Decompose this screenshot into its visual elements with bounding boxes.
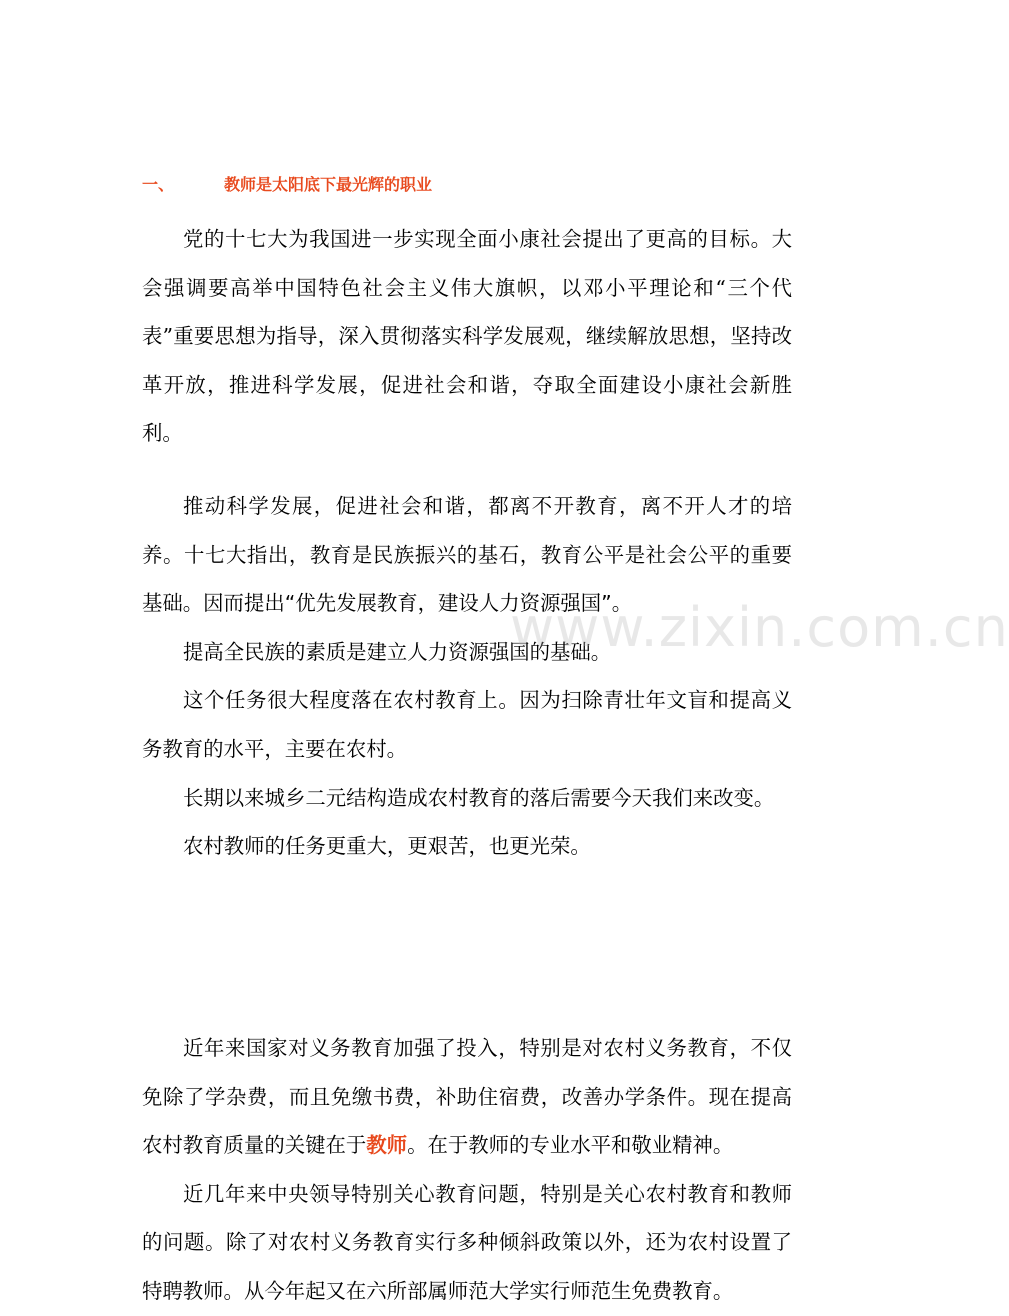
paragraph-central-leadership: 近几年来中央领导特别关心教育问题，特别是关心农村教育和教师的问题。除了对农村义务教育实行多种倾斜政策以外，还为农村设置了特聘教师。从今年起又在六所部属师范大学实行师范生免费教育。 [142, 1181, 792, 1303]
heading-title: 教师是太阳底下最光辉的职业 [224, 175, 433, 194]
section3-body [142, 1024, 792, 1316]
paragraph-rural-task: 这个任务很大程度落在农村教育上。因为扫除青壮年文盲和提高义务教育的水平，主要在农村。 [142, 688, 792, 761]
section1-body [142, 215, 792, 458]
heading-number: 一、 [142, 175, 175, 194]
paragraph-science-development: 推动科学发展，促进社会和谐，都离不开教育，离不开人才的培养。十七大指出，教育是民族振兴的基石，教育公平是社会公平的重要基础。因而提出“优先发展教育，建设人力资源强国”。 [142, 494, 792, 616]
paragraph-party-congress: 党的十七大为我国进一步实现全面小康社会提出了更高的目标。大会强调要高举中国特色社会主义伟大旗帜，以邓小平理论和“三个代表”重要思想为指导，深入贯彻落实科学发展观，继续解放思想，坚持改革开放，推进科学发展，促进社会和谐，夺取全面建设小康社会新胜利。 [142, 227, 792, 446]
highlight-teacher: 教师 [366, 1133, 408, 1158]
paragraph-urban-rural: 长期以来城乡二元结构造成农村教育的落后需要今天我们来改变。 [183, 785, 775, 810]
investment-text-after: 。在于教师的专业水平和敬业精神。 [407, 1133, 734, 1158]
watermark: www.zixin.com.cn [510, 596, 1009, 659]
investment-text-before: 近年来国家对义务教育加强了投入，特别是对农村义务教育，不仅免除了学杂费，而且免缴书费，补助住宿费，改善办学条件。现在提高农村教育质量的关键在于 [142, 1036, 792, 1158]
paragraph-rural-teachers: 农村教师的任务更重大，更艰苦，也更光荣。 [183, 834, 591, 859]
section-heading [142, 172, 432, 195]
paragraph-investment [142, 1024, 792, 1170]
paragraph-national-quality: 提高全民族的素质是建立人力资源强国的基础。 [183, 639, 612, 664]
section2-body [142, 482, 792, 871]
